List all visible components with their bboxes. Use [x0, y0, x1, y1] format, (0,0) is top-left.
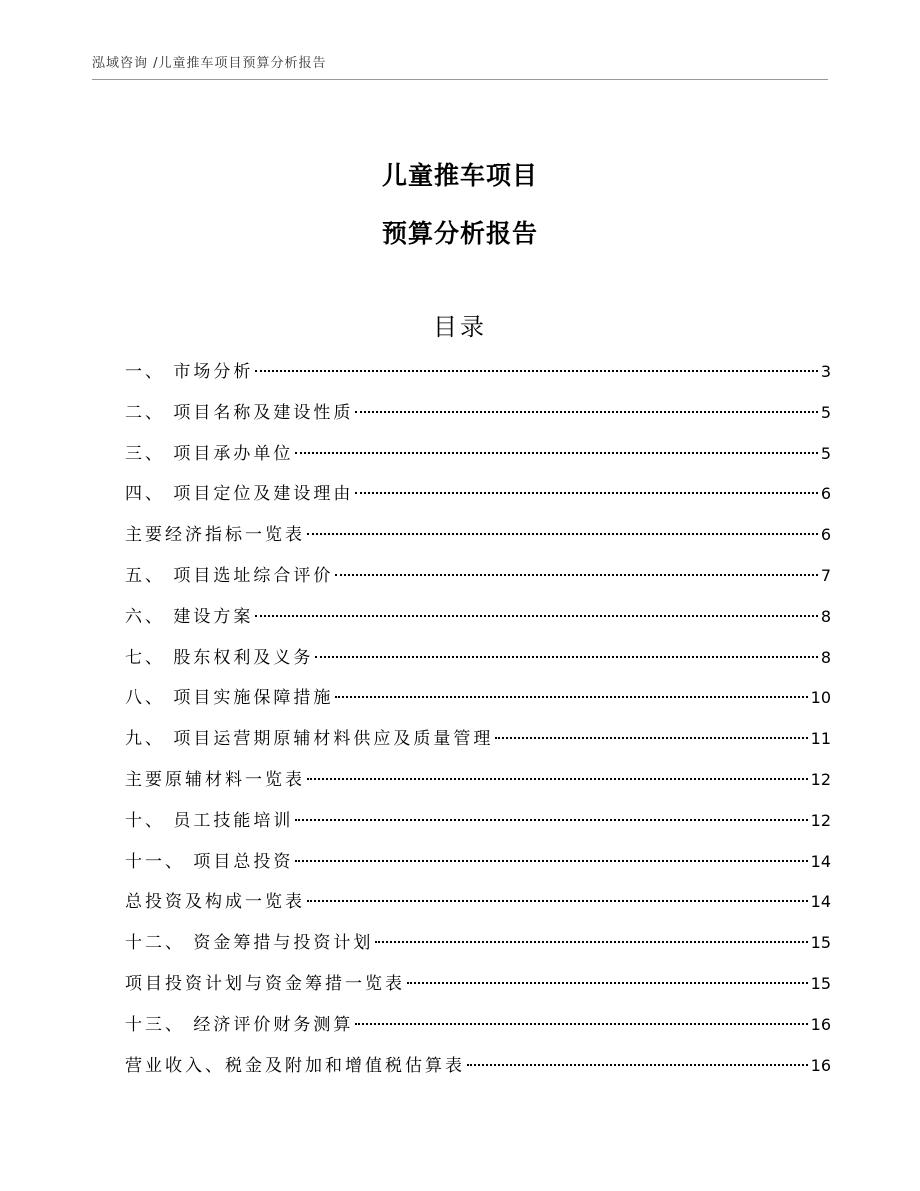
- toc-entry-page: 5: [820, 443, 831, 463]
- table-of-contents: [125, 355, 831, 1089]
- toc-entry[interactable]: [125, 1008, 831, 1049]
- toc-entry-page: 14: [810, 851, 831, 871]
- toc-entry-label: 十、 员工技能培训: [125, 810, 294, 831]
- toc-leader-dots: [295, 860, 807, 862]
- toc-leader-dots: [307, 533, 818, 535]
- toc-entry-label: 六、 建设方案: [125, 606, 254, 627]
- toc-entry-label: 五、 项目选址综合评价: [125, 565, 334, 586]
- toc-leader-dots: [335, 696, 807, 698]
- toc-entry-page: 16: [810, 1055, 831, 1075]
- toc-entry[interactable]: [125, 967, 831, 1008]
- toc-entry-label: 主要原辅材料一览表: [125, 769, 305, 790]
- toc-entry-label: 二、 项目名称及建设性质: [125, 402, 354, 423]
- toc-entry-label: 主要经济指标一览表: [125, 525, 305, 546]
- toc-entry[interactable]: [125, 885, 831, 926]
- toc-entry-label: 一、 市场分析: [125, 362, 254, 382]
- toc-leader-dots: [355, 411, 817, 413]
- toc-heading: 目录: [433, 313, 487, 341]
- toc-entry[interactable]: [125, 681, 831, 722]
- toc-leader-dots: [335, 574, 817, 576]
- toc-entry-page: 7: [820, 565, 831, 585]
- toc-entry-label: 九、 项目运营期原辅材料供应及质量管理: [125, 729, 494, 750]
- toc-entry-page: 15: [810, 933, 831, 953]
- running-header: 泓域咨询 /儿童推车项目预算分析报告: [92, 56, 327, 71]
- toc-entry-page: 12: [810, 810, 831, 830]
- toc-leader-dots: [307, 900, 808, 902]
- toc-entry-label: 营业收入、税金及附加和增值税估算表: [125, 1055, 465, 1076]
- toc-entry-label: 十二、 资金筹措与投资计划: [125, 933, 374, 954]
- document-title-line-1: 儿童推车项目: [381, 161, 538, 190]
- toc-entry-page: 15: [810, 973, 831, 993]
- toc-entry[interactable]: [125, 845, 831, 886]
- toc-leader-dots: [255, 370, 817, 372]
- toc-entry-label: 三、 项目承办单位: [125, 443, 294, 464]
- toc-leader-dots: [407, 982, 808, 984]
- toc-entry-label: 项目投资计划与资金筹措一览表: [125, 973, 405, 994]
- toc-entry[interactable]: [125, 641, 831, 682]
- toc-leader-dots: [255, 615, 817, 617]
- toc-entry-page: 14: [810, 892, 831, 912]
- toc-leader-dots: [295, 819, 807, 821]
- toc-entry-page: 5: [820, 402, 831, 422]
- toc-entry-page: 10: [810, 688, 831, 708]
- toc-entry-page: 6: [820, 484, 831, 504]
- toc-entry[interactable]: [125, 518, 831, 559]
- toc-entry[interactable]: [125, 477, 831, 518]
- toc-entry[interactable]: [125, 1049, 831, 1090]
- toc-entry-page: 11: [810, 729, 831, 749]
- toc-entry-page: 8: [820, 647, 831, 667]
- toc-leader-dots: [355, 1023, 807, 1025]
- toc-entry[interactable]: [125, 396, 831, 437]
- toc-entry-page: 8: [820, 606, 831, 626]
- toc-entry[interactable]: [125, 804, 831, 845]
- header-divider: [92, 79, 828, 80]
- toc-entry[interactable]: [125, 926, 831, 967]
- toc-entry-label: 十一、 项目总投资: [125, 851, 294, 872]
- document-title-line-2: 预算分析报告: [381, 219, 538, 248]
- toc-leader-dots: [375, 941, 807, 943]
- toc-entry[interactable]: [125, 763, 831, 804]
- toc-entry-label: 四、 项目定位及建设理由: [125, 484, 354, 505]
- toc-entry-label: 八、 项目实施保障措施: [125, 688, 334, 709]
- toc-leader-dots: [295, 452, 817, 454]
- toc-entry[interactable]: [125, 437, 831, 478]
- toc-entry-label: 总投资及构成一览表: [125, 892, 305, 913]
- toc-entry[interactable]: [125, 559, 831, 600]
- toc-entry-page: 6: [820, 525, 831, 545]
- toc-entry[interactable]: [125, 355, 831, 396]
- toc-entry-page: 3: [820, 362, 831, 381]
- toc-leader-dots: [355, 492, 817, 494]
- toc-entry[interactable]: [125, 600, 831, 641]
- toc-leader-dots: [495, 737, 807, 739]
- toc-leader-dots: [467, 1064, 808, 1066]
- toc-leader-dots: [307, 778, 808, 780]
- toc-leader-dots: [315, 656, 817, 658]
- toc-entry-page: 16: [810, 1014, 831, 1034]
- toc-entry-label: 十三、 经济评价财务测算: [125, 1014, 354, 1035]
- toc-entry-page: 12: [810, 769, 831, 789]
- toc-entry-label: 七、 股东权利及义务: [125, 647, 314, 668]
- toc-entry[interactable]: [125, 722, 831, 763]
